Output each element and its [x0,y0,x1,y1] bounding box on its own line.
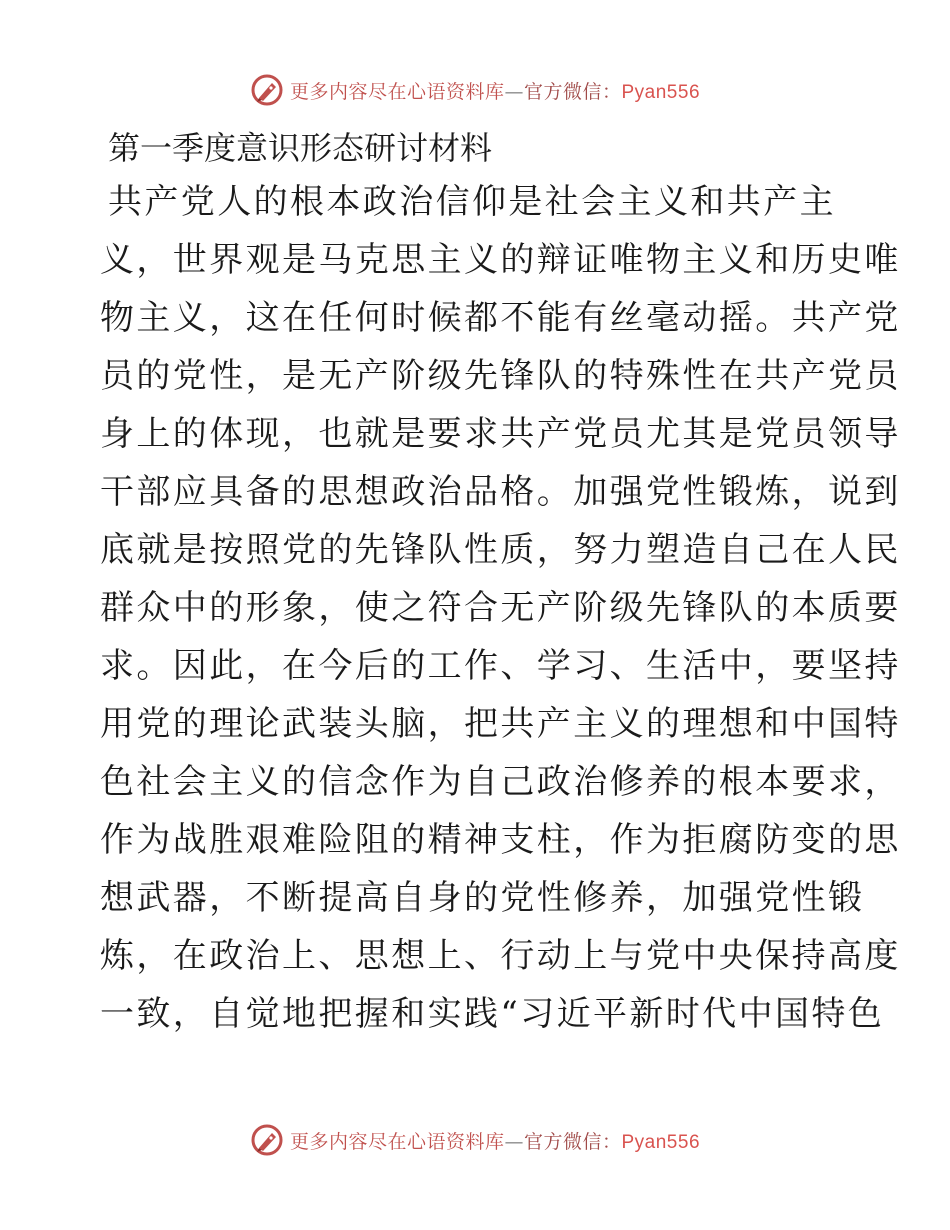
body-line: 一致，自觉地把握和实践“习近平新时代中国特色 [100,994,885,1034]
banner-wechat-handle: Pyan556 [621,1131,701,1153]
banner-site-text: 更多内容尽在心语资料库 [289,1130,505,1153]
body-line: 干部应具备的思想政治品格。加强党性锻炼，说到 [100,472,901,512]
banner-separator: — [504,80,524,103]
body-line: 物主义，这在任何时候都不能有丝毫动摇。共产党 [100,298,901,338]
banner-wechat-handle: Pyan556 [621,81,701,103]
banner-wechat-label: 官方微信： [523,1130,622,1153]
body-line: 色社会主义的信念作为自己政治修养的根本要求， [100,762,901,802]
document-body [100,173,901,1043]
body-line: 用党的理论武装头脑，把共产主义的理想和中国特 [100,704,901,744]
header-banner [0,70,950,110]
body-line: 员的党性，是无产阶级先锋队的特殊性在共产党员 [100,356,901,396]
pen-nib-logo-icon [250,73,284,107]
document-title: 第一季度意识形态研讨材料 [108,129,493,167]
body-line: 作为战胜艰难险阻的精神支柱，作为拒腐防变的思 [100,820,901,860]
pen-nib-logo-icon [250,1123,284,1157]
body-line: 义，世界观是马克思主义的辩证唯物主义和历史唯 [100,240,901,280]
banner-wechat-label: 官方微信： [523,80,622,103]
body-line: 共产党人的根本政治信仰是社会主义和共产主 [108,182,836,222]
banner-text [290,77,700,104]
body-line: 身上的体现，也就是要求共产党员尤其是党员领导 [100,414,901,454]
body-line: 群众中的形象，使之符合无产阶级先锋队的本质要 [100,588,901,628]
body-line: 求。因此，在今后的工作、学习、生活中，要坚持 [100,646,901,686]
banner-text [290,1127,700,1154]
banner-separator: — [504,1130,524,1153]
body-line: 炼，在政治上、思想上、行动上与党中央保持高度 [100,936,901,976]
body-line: 底就是按照党的先锋队性质，努力塑造自己在人民 [100,530,901,570]
banner-site-text: 更多内容尽在心语资料库 [289,80,505,103]
body-line: 想武器，不断提高自身的党性修养，加强党性锻 [100,878,865,918]
footer-banner [0,1120,950,1160]
